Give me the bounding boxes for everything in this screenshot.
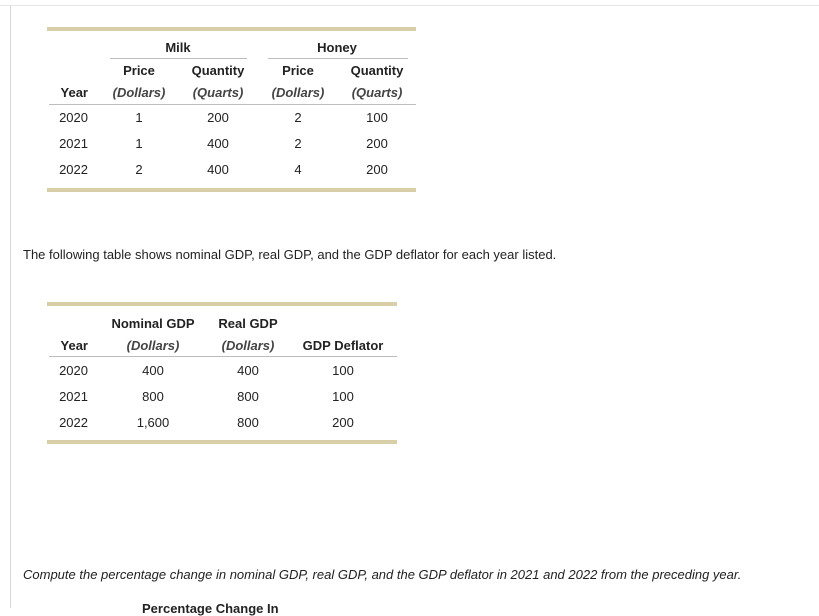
table1-top-rule bbox=[47, 27, 416, 31]
honey-quantity-cell: 100 bbox=[366, 110, 388, 125]
gdp-deflator-cell: 100 bbox=[332, 363, 354, 378]
real-gdp-cell: 800 bbox=[237, 415, 259, 430]
year-cell: 2020 bbox=[59, 110, 88, 125]
next-table-heading-clip bbox=[142, 600, 302, 616]
honey-quantity-unit: (Quarts) bbox=[351, 85, 403, 100]
honey-price-header: Price bbox=[282, 63, 314, 78]
left-border bbox=[10, 6, 11, 608]
top-border bbox=[0, 5, 819, 6]
table2-header-rule bbox=[49, 356, 397, 357]
table1-header-rule bbox=[49, 104, 416, 105]
nominal-gdp-cell: 800 bbox=[142, 389, 164, 404]
table1-bottom-rule bbox=[47, 188, 416, 192]
milk-quantity-cell: 400 bbox=[207, 136, 229, 151]
real-gdp-header: Real GDP bbox=[218, 316, 278, 331]
intro-paragraph: The following table shows nominal GDP, real GDP, and the GDP deflator for each year listed. bbox=[23, 247, 557, 262]
milk-group-underline bbox=[110, 58, 247, 59]
milk-quantity-cell: 400 bbox=[207, 162, 229, 177]
nominal-gdp-cell: 400 bbox=[142, 363, 164, 378]
table2-top-rule bbox=[47, 302, 397, 306]
milk-group-header: Milk bbox=[165, 40, 191, 55]
next-table-heading: Percentage Change In bbox=[142, 601, 279, 616]
honey-price-cell: 2 bbox=[294, 110, 302, 125]
milk-price-cell: 2 bbox=[135, 162, 143, 177]
year-header: Year bbox=[60, 338, 88, 353]
honey-group-underline bbox=[268, 58, 408, 59]
honey-quantity-header: Quantity bbox=[350, 63, 404, 78]
honey-price-unit: (Dollars) bbox=[271, 85, 325, 100]
milk-price-cell: 1 bbox=[135, 136, 143, 151]
milk-price-cell: 1 bbox=[135, 110, 143, 125]
gdp-deflator-cell: 100 bbox=[332, 389, 354, 404]
milk-quantity-unit: (Quarts) bbox=[192, 85, 244, 100]
real-gdp-cell: 400 bbox=[237, 363, 259, 378]
gdp-deflator-header: GDP Deflator bbox=[302, 338, 384, 353]
honey-group-header: Honey bbox=[317, 40, 357, 55]
milk-price-unit: (Dollars) bbox=[112, 85, 166, 100]
nominal-gdp-unit: (Dollars) bbox=[126, 338, 180, 353]
nominal-gdp-cell: 1,600 bbox=[136, 415, 170, 430]
real-gdp-cell: 800 bbox=[237, 389, 259, 404]
milk-quantity-header: Quantity bbox=[191, 63, 245, 78]
milk-quantity-cell: 200 bbox=[207, 110, 229, 125]
real-gdp-unit: (Dollars) bbox=[221, 338, 275, 353]
year-cell: 2022 bbox=[59, 162, 88, 177]
year-cell: 2021 bbox=[59, 136, 88, 151]
year-cell: 2022 bbox=[59, 415, 88, 430]
honey-quantity-cell: 200 bbox=[366, 162, 388, 177]
year-cell: 2021 bbox=[59, 389, 88, 404]
honey-quantity-cell: 200 bbox=[366, 136, 388, 151]
question-paragraph: Compute the percentage change in nominal GDP, real GDP, and the GDP deflator in 2021 and 2022 from the preceding year. bbox=[23, 567, 742, 582]
year-cell: 2020 bbox=[59, 363, 88, 378]
year-header: Year bbox=[60, 85, 88, 100]
milk-price-header: Price bbox=[123, 63, 155, 78]
table2-bottom-rule bbox=[47, 440, 397, 444]
honey-price-cell: 2 bbox=[294, 136, 302, 151]
honey-price-cell: 4 bbox=[294, 162, 302, 177]
nominal-gdp-header: Nominal GDP bbox=[111, 316, 195, 331]
gdp-deflator-cell: 200 bbox=[332, 415, 354, 430]
